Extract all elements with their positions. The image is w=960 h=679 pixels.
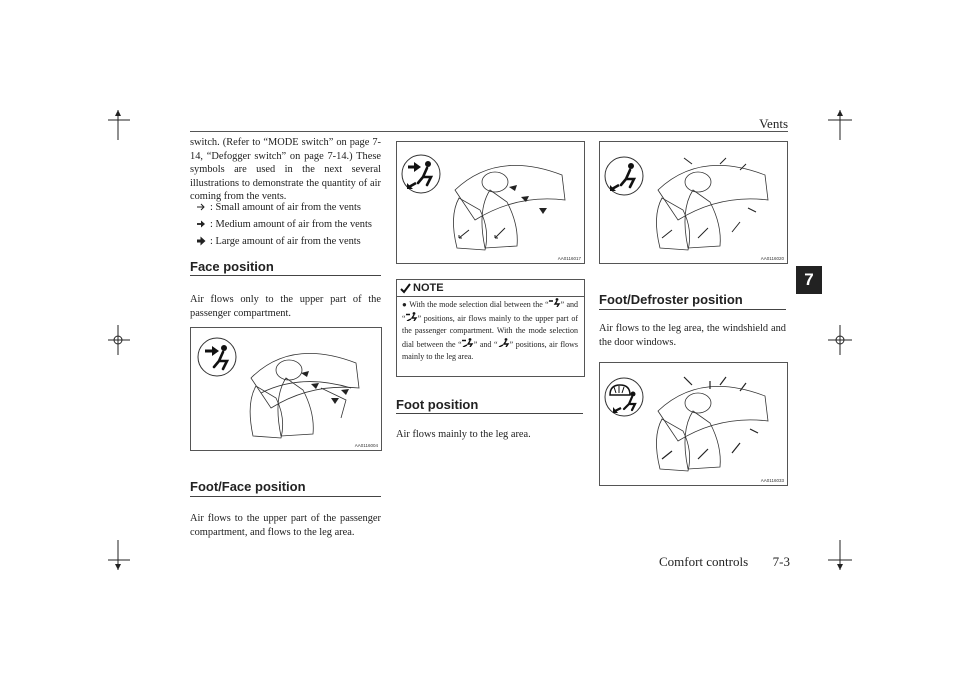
foot-face-mode-icon	[462, 338, 474, 347]
large-air-arrow-icon	[196, 236, 206, 246]
checkmark-icon	[400, 283, 411, 294]
figure-code: AA0116033	[760, 478, 784, 483]
face-position-illustration	[190, 327, 382, 451]
air-quantity-legend	[196, 200, 386, 248]
foot-heading-rule	[396, 413, 583, 414]
note-text-part: With the mode selection dial between the “	[409, 300, 549, 309]
figure-code: AA0116004	[354, 443, 378, 448]
figure-code: AA0116017	[557, 256, 581, 261]
legend-medium-text: : Medium amount of air from the vents	[210, 218, 372, 230]
foot-face-heading-rule	[190, 496, 381, 497]
note-text-part: ” positions, air flows mainly to the upper part of the passenger compartment. With the mode selection dial between the “	[402, 313, 578, 349]
legend-large-text: : Large amount of air from the vents	[210, 235, 361, 247]
medium-air-arrow-icon	[196, 219, 206, 229]
note-header-rule	[397, 296, 584, 297]
foot-position-illustration	[599, 141, 788, 264]
legend-small-text: : Small amount of air from the vents	[210, 201, 361, 213]
page-header-title: Vents	[759, 116, 788, 131]
foot-face-position-text: Air flows to the upper part of the passenger compartment, and flows to the leg area.	[190, 513, 381, 538]
foot-defroster-position-text: Air flows to the leg area, the windshield and the door windows.	[599, 323, 786, 348]
note-text-part: ” and “	[402, 300, 578, 323]
foot-position-text: Air flows mainly to the leg area.	[396, 429, 531, 440]
foot-mode-icon	[498, 338, 510, 347]
note-header	[400, 282, 444, 294]
legend-medium	[196, 217, 386, 231]
face-heading-rule	[190, 275, 381, 276]
foot-defroster-heading-rule	[599, 309, 786, 310]
header-rule	[190, 131, 788, 132]
page-footer	[630, 554, 790, 570]
small-air-arrow-icon	[196, 202, 206, 212]
face-mode-icon	[549, 298, 561, 307]
face-position-text: Air flows only to the upper part of the passenger compartment.	[190, 294, 381, 319]
note-text-part: ” and “	[473, 339, 498, 349]
face-mode-icon	[197, 337, 237, 377]
footer-section: Comfort controls	[658, 554, 749, 569]
note-text-part: ” positions, air flows mainly to the leg area.	[402, 339, 578, 362]
bullet-icon: ●	[402, 300, 408, 309]
foot-face-illustration	[396, 141, 585, 264]
face-position-heading: Face position	[190, 259, 274, 274]
chapter-tab: 7	[796, 266, 822, 294]
legend-small	[196, 200, 386, 214]
foot-face-position-heading: Foot/Face position	[190, 479, 306, 494]
intro-paragraph: switch. (Refer to “MODE switch” on page 7-14, “Defogger switch” on page 7-14.) These symbols are used in the next several illustrations to demonstrate the quantity of air coming from the vents.	[190, 137, 381, 203]
note-box	[396, 279, 585, 377]
note-text	[402, 298, 578, 364]
footer-page-number: 7-3	[772, 554, 790, 569]
figure-code: AA0116020	[760, 256, 784, 261]
foot-position-heading: Foot position	[396, 397, 479, 412]
foot-face-mode-icon	[401, 154, 441, 194]
foot-defroster-illustration	[599, 362, 788, 486]
legend-large	[196, 234, 386, 248]
defroster-foot-mode-icon	[604, 377, 644, 417]
foot-defroster-position-heading: Foot/Defroster position	[599, 292, 743, 307]
foot-face-mode-icon	[406, 312, 418, 321]
foot-mode-icon	[604, 156, 644, 196]
note-label: NOTE	[413, 282, 444, 294]
